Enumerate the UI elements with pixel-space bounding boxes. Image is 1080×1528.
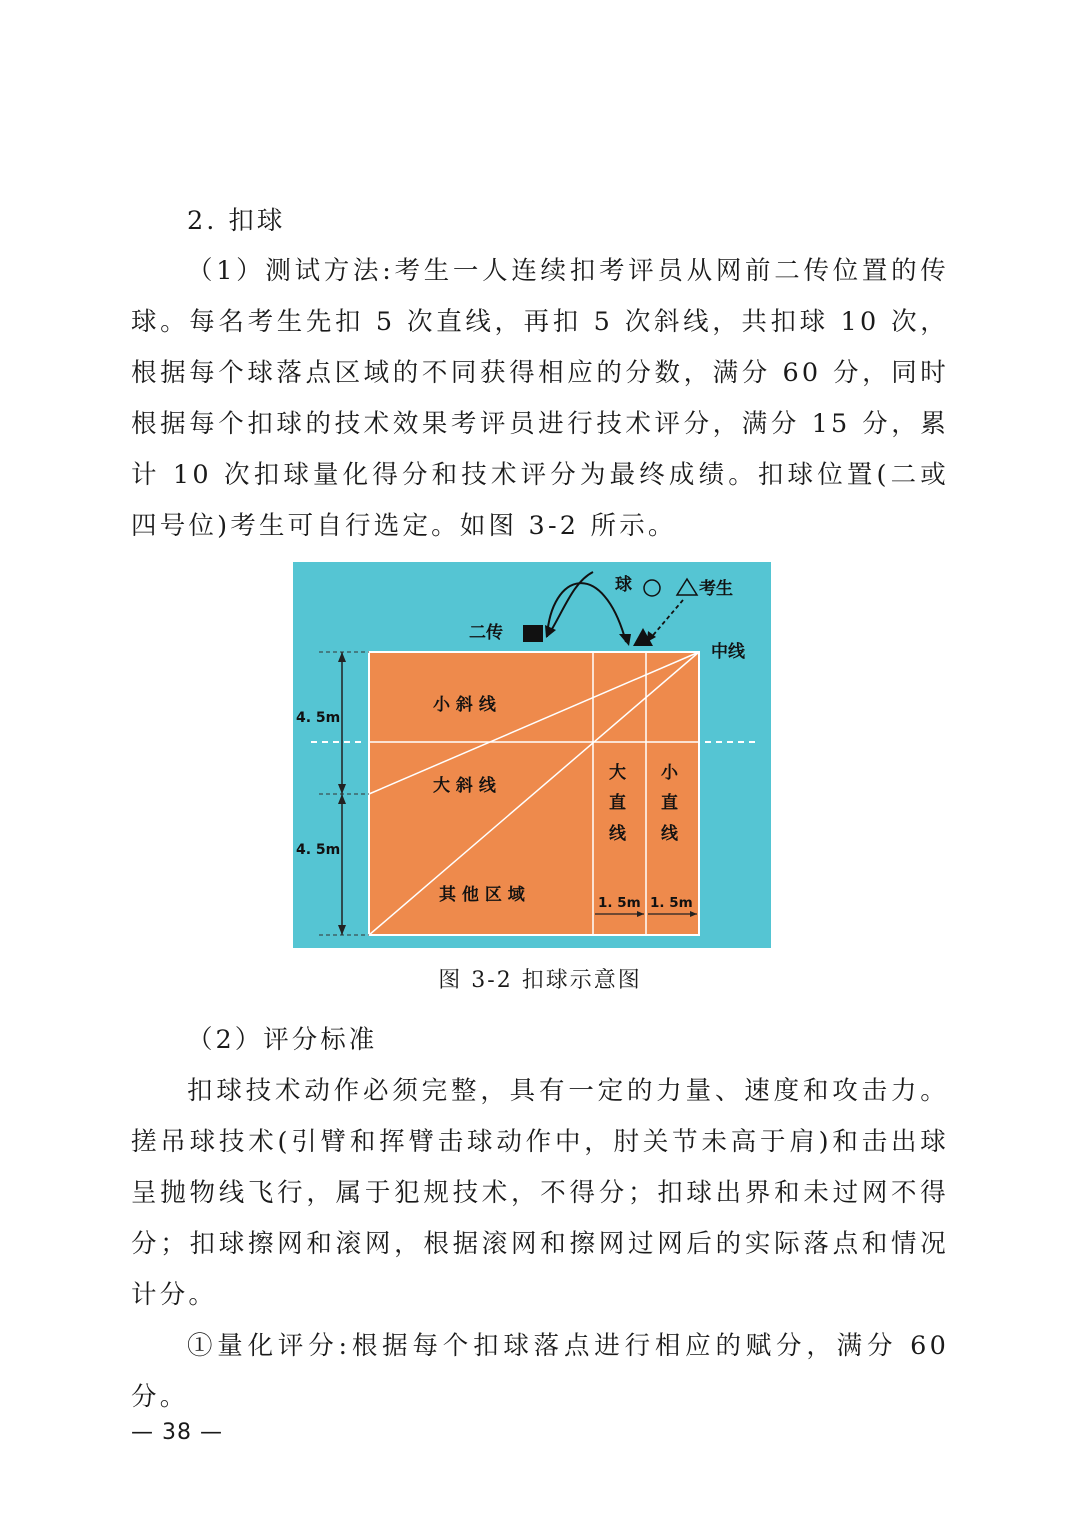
label-dim-top: 4. 5m — [296, 710, 341, 726]
figure-caption: 图 3-2 扣球示意图 — [438, 968, 642, 993]
label-examinee: 考生 — [699, 579, 733, 599]
label-width-2: 1. 5m — [650, 895, 693, 911]
quantitative-scoring-paragraph: ①量化评分:根据每个扣球落点进行相应的赋分，满分 60 分。 — [131, 1331, 949, 1412]
page-number: — 38 — — [131, 1420, 223, 1445]
label-small-diagonal: 小 斜 线 — [433, 695, 496, 715]
section-heading: 2. 扣球 — [187, 206, 286, 236]
label-small-straight-3: 线 — [661, 824, 678, 844]
label-big-straight-1: 大 — [609, 763, 626, 783]
label-center-line: 中线 — [711, 642, 745, 662]
scoring-paragraph: 扣球技术动作必须完整，具有一定的力量、速度和攻击力。搓吊球技术(引臂和挥臂击球动作中，肘关节未高于肩)和击出球呈抛物线飞行，属于犯规技术，不得分；扣球出界和未过网不得分；扣球擦网和滚网，根据滚网和擦网过网后的实际落点和情况计分。 — [131, 1076, 949, 1310]
spike-diagram — [293, 562, 771, 948]
label-small-straight-1: 小 — [661, 763, 678, 783]
label-dim-bottom: 4. 5m — [296, 842, 341, 858]
label-small-straight-2: 直 — [661, 793, 678, 813]
label-setter: 二传 — [469, 623, 503, 643]
scoring-heading: （2）评分标准 — [187, 1025, 378, 1055]
label-width-1: 1. 5m — [598, 895, 641, 911]
label-big-straight-3: 线 — [609, 824, 626, 844]
test-method-paragraph: （1）测试方法:考生一人连续扣考评员从网前二传位置的传球。每名考生先扣 5 次直线，再扣 5 次斜线，共扣球 10 次，根据每个球落点区域的不同获得相应的分数，满分 60 分，同时根据每个扣球的技术效果考评员进行技术评分，满分 15 分，累计 10 次扣球量化得分和技术评分为最终成绩。扣球位置(二或四号位)考生可自行选定。如图 3-2 所示。 — [131, 256, 949, 541]
label-ball: 球 — [615, 575, 632, 595]
setter-square — [523, 625, 543, 642]
label-big-straight-2: 直 — [609, 793, 626, 813]
spike-diagram-svg — [293, 562, 771, 948]
label-big-diagonal: 大 斜 线 — [433, 776, 496, 796]
label-other-area: 其 他 区 域 — [439, 885, 525, 905]
